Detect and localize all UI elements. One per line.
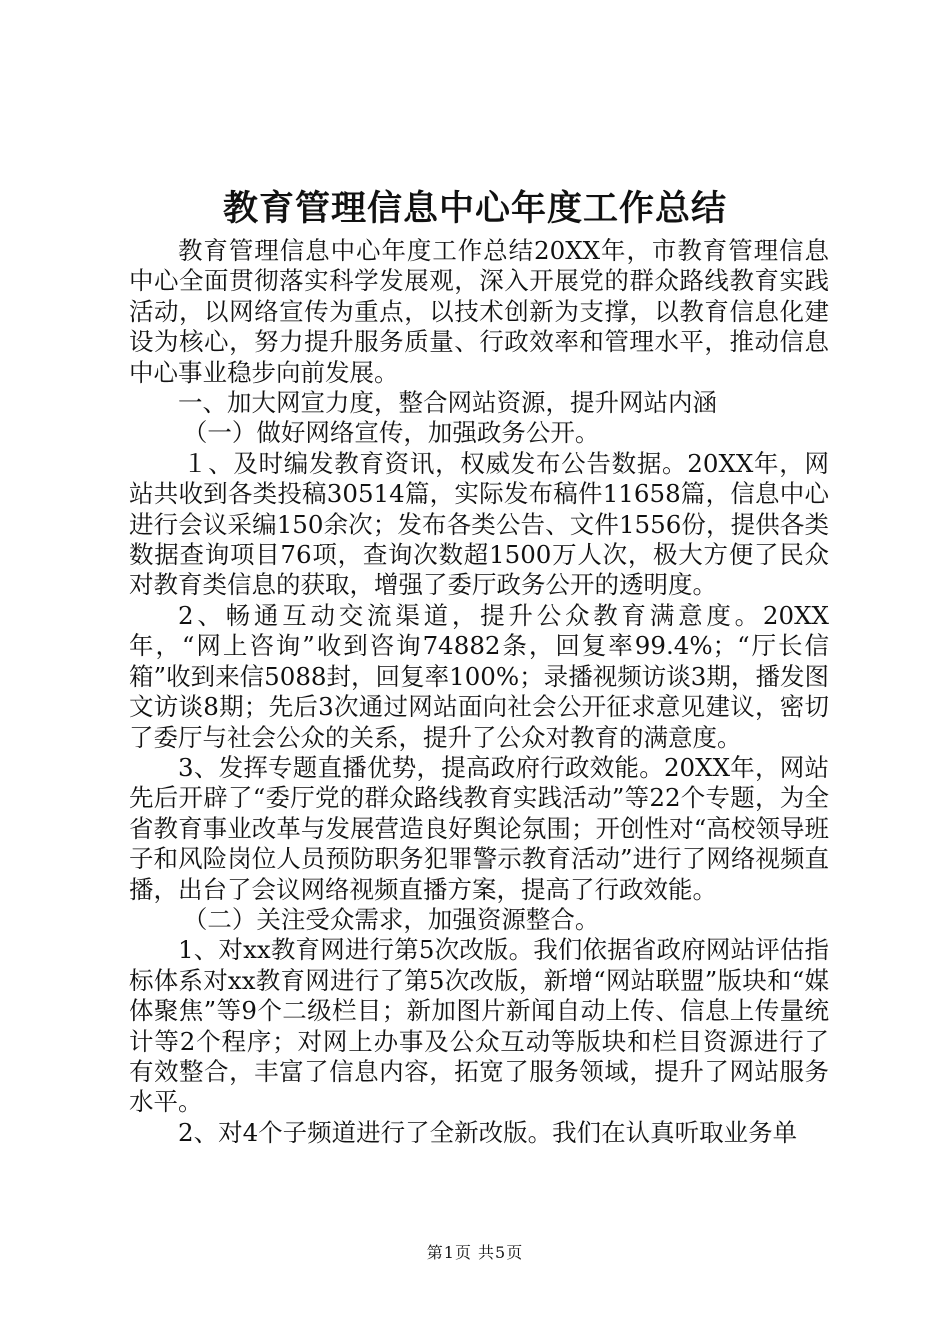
subsection-heading-1: （一）做好网络宣传，加强政务公开。: [182, 418, 600, 448]
page-footer: 第1页 共5页: [426, 1243, 524, 1262]
paragraph-item-2-2: 2、对4个子频道进行了全新改版。我们在认真听取业务单: [178, 1117, 798, 1147]
document-title: 教育管理信息中心年度工作总结: [222, 188, 727, 229]
document-body: [129, 236, 829, 1148]
paragraph-item-2-1: 1、对xx教育网进行第5次改版。我们依据省政府网站评估指标体系对xx教育网进行了第5次改版，新增“网站联盟”版块和“媒体聚焦”等9个二级栏目；新加图片新闻自动上传、信息上传量统计等2个程序；对网上办事及公众互动等版块和栏目资源进行了有效整合，丰富了信息内容，拓宽了服务领域，提升了网站服务水平。: [129, 935, 829, 1117]
paragraph-item-1-1: １、及时编发教育资讯，权威发布公告数据。20XX年，网站共收到各类投稿30514篇，实际发布稿件11658篇，信息中心进行会议采编150余次；发布各类公告、文件1556份，提供各类数据查询项目76项，查询次数超1500万人次，极大方便了民众对教育类信息的获取，增强了委厅政务公开的透明度。: [129, 448, 829, 600]
paragraph-item-1-2: 2、畅通互动交流渠道，提升公众教育满意度。20XX年，“网上咨询”收到咨询74882条，回复率99.4%；“厅长信箱”收到来信5088封，回复率100%；录播视频访谈3期，播发图文访谈8期；先后3次通过网站面向社会公开征求意见建议，密切了委厅与社会公众的关系，提升了公众对教育的满意度。: [129, 600, 829, 752]
section-heading-1: 一、加大网宣力度，整合网站资源，提升网站内涵: [178, 388, 717, 418]
paragraph-item-1-3: 3、发挥专题直播优势，提高政府行政效能。20XX年，网站先后开辟了“委厅党的群众路线教育实践活动”等22个专题，为全省教育事业改革与发展营造良好舆论氛围；开创性对“高校领导班子和风险岗位人员预防职务犯罪警示教育活动”进行了网络视频直播，出台了会议网络视频直播方案，提高了行政效能。: [129, 752, 829, 904]
subsection-heading-2: （二）关注受众需求，加强资源整合。: [182, 904, 600, 934]
paragraph-intro: 教育管理信息中心年度工作总结20XX年，市教育管理信息中心全面贯彻落实科学发展观，深入开展党的群众路线教育实践活动，以网络宣传为重点，以技术创新为支撑，以教育信息化建设为核心，努力提升服务质量、行政效率和管理水平，推动信息中心事业稳步向前发展。: [129, 236, 829, 387]
